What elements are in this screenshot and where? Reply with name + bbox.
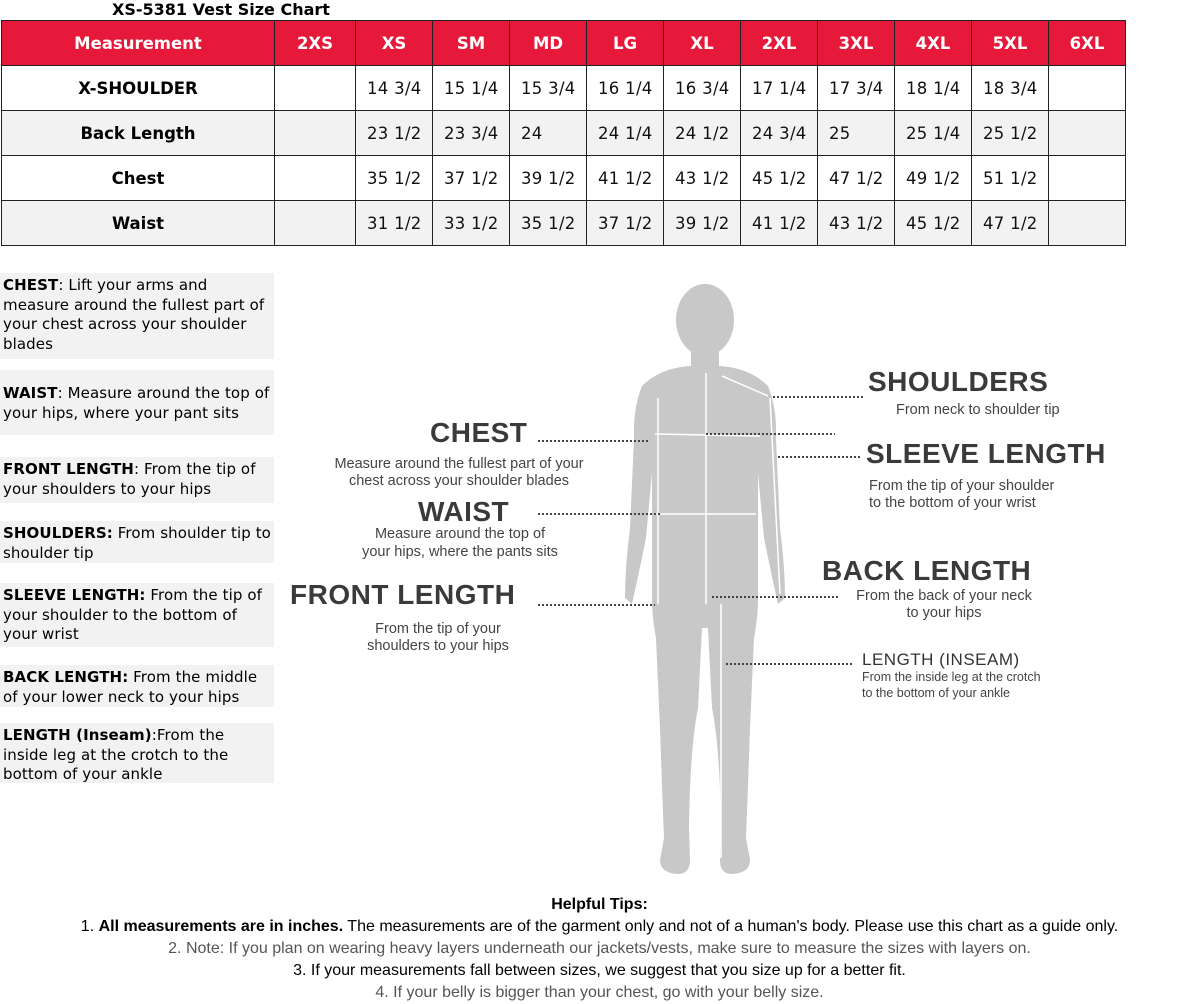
definition-term: WAIST xyxy=(3,384,58,402)
table-cell: 16 3/4 xyxy=(664,66,741,111)
table-cell: 49 1/2 xyxy=(895,156,972,201)
table-cell xyxy=(1049,111,1126,156)
table-cell: 51 1/2 xyxy=(972,156,1049,201)
table-cell: 41 1/2 xyxy=(741,201,818,246)
definition-term: SLEEVE LENGTH: xyxy=(3,586,146,604)
label-back-length-desc1: From the back of your neck xyxy=(856,588,1032,604)
tip-4: 4. If your belly is bigger than your chest, go with your belly size. xyxy=(375,984,824,1001)
table-cell: 24 3/4 xyxy=(741,111,818,156)
tip-1-rest: The measurements are of the garment only and not of a human's body. Please use this chart as a guide only. xyxy=(343,918,1119,935)
header-5xl: 5XL xyxy=(972,21,1049,66)
tip-1-prefix: 1. xyxy=(80,918,99,935)
table-row xyxy=(2,156,1126,201)
table-cell xyxy=(1049,66,1126,111)
tip-1-bold: All measurements are in inches. xyxy=(98,918,344,935)
table-cell: 33 1/2 xyxy=(433,201,510,246)
table-cell: 43 1/2 xyxy=(664,156,741,201)
table-cell: 17 3/4 xyxy=(818,66,895,111)
body-silhouette xyxy=(625,284,785,874)
label-inseam-title: LENGTH (INSEAM) xyxy=(862,650,1020,669)
table-cell: 25 1/4 xyxy=(895,111,972,156)
header-md: MD xyxy=(510,21,587,66)
table-header-row xyxy=(2,21,1126,66)
table-cell xyxy=(1049,201,1126,246)
table-cell xyxy=(1049,156,1126,201)
label-front-length-desc2: shoulders to your hips xyxy=(367,638,509,654)
definition-text: From the middle of your lower neck to your hips xyxy=(3,668,258,706)
definition-text: : Measure around the top of your hips, where your pant sits xyxy=(3,384,270,422)
tip-1 xyxy=(0,916,1199,938)
definition-term: LENGTH (Inseam) xyxy=(3,726,152,744)
header-measurement: Measurement xyxy=(2,21,275,66)
table-cell: 24 xyxy=(510,111,587,156)
table-cell: 16 1/4 xyxy=(587,66,664,111)
table-cell: 37 1/2 xyxy=(433,156,510,201)
table-cell: 41 1/2 xyxy=(587,156,664,201)
row-label: Back Length xyxy=(2,111,275,156)
label-sleeve-desc2: to the bottom of your wrist xyxy=(869,495,1036,511)
tip-2: 2. Note: If you plan on wearing heavy layers underneath our jackets/vests, make sure to measure the sizes with layers on. xyxy=(168,940,1031,957)
definition-term: BACK LENGTH: xyxy=(3,668,129,686)
definition-text: From the tip of your shoulder to the bottom of your wrist xyxy=(3,586,263,643)
header-3xl: 3XL xyxy=(818,21,895,66)
table-cell xyxy=(275,156,356,201)
label-inseam-desc1: From the inside leg at the crotch xyxy=(862,670,1041,684)
header-4xl: 4XL xyxy=(895,21,972,66)
table-cell: 25 1/2 xyxy=(972,111,1049,156)
row-label: Waist xyxy=(2,201,275,246)
table-cell: 18 3/4 xyxy=(972,66,1049,111)
table-cell: 45 1/2 xyxy=(741,156,818,201)
definition-term: FRONT LENGTH xyxy=(3,460,134,478)
label-waist-desc2: your hips, where the pants sits xyxy=(362,544,558,560)
table-cell: 17 1/4 xyxy=(741,66,818,111)
definition-shoulders xyxy=(0,521,274,563)
chart-title: XS-5381 Vest Size Chart xyxy=(112,0,330,19)
header-sm: SM xyxy=(433,21,510,66)
label-shoulders-desc: From neck to shoulder tip xyxy=(896,402,1060,418)
label-back-length-desc2: to your hips xyxy=(906,605,982,621)
definition-text: :From the inside leg at the crotch to the bottom of your ankle xyxy=(3,726,229,783)
definition-back-length xyxy=(0,665,274,707)
table-row xyxy=(2,201,1126,246)
header-xl: XL xyxy=(664,21,741,66)
definition-front-length xyxy=(0,457,274,503)
table-cell: 47 1/2 xyxy=(818,156,895,201)
definition-inseam xyxy=(0,723,274,783)
table-cell: 35 1/2 xyxy=(356,156,433,201)
body-silhouette-figure xyxy=(280,268,1180,888)
definition-text: : Lift your arms and measure around the fullest part of your chest across your shoulder blades xyxy=(3,276,265,353)
table-cell: 23 3/4 xyxy=(433,111,510,156)
definition-term: SHOULDERS: xyxy=(3,524,113,542)
label-waist-desc1: Measure around the top of xyxy=(374,526,546,542)
table-cell: 37 1/2 xyxy=(587,201,664,246)
label-sleeve-title: SLEEVE LENGTH xyxy=(866,438,1106,469)
table-cell xyxy=(275,201,356,246)
table-cell: 24 1/4 xyxy=(587,111,664,156)
label-sleeve-desc1: From the tip of your shoulder xyxy=(869,478,1055,494)
header-6xl: 6XL xyxy=(1049,21,1126,66)
label-chest-desc2: chest across your shoulder blades xyxy=(348,473,570,489)
label-front-length-desc1: From the tip of your xyxy=(375,621,501,637)
definition-text: From shoulder tip to shoulder tip xyxy=(3,524,271,562)
table-cell: 45 1/2 xyxy=(895,201,972,246)
header-xs: XS xyxy=(356,21,433,66)
header-lg: LG xyxy=(587,21,664,66)
definition-term: CHEST xyxy=(3,276,59,294)
table-row xyxy=(2,111,1126,156)
label-chest-desc1: Measure around the fullest part of your xyxy=(334,456,584,472)
header-2xl: 2XL xyxy=(741,21,818,66)
table-row xyxy=(2,66,1126,111)
label-waist-title: WAIST xyxy=(418,496,510,527)
label-chest-title: CHEST xyxy=(430,417,528,448)
definition-chest xyxy=(0,273,274,359)
table-cell xyxy=(275,111,356,156)
table-cell: 18 1/4 xyxy=(895,66,972,111)
table-cell: 15 3/4 xyxy=(510,66,587,111)
label-inseam-desc2: to the bottom of your ankle xyxy=(862,686,1011,700)
table-cell xyxy=(275,66,356,111)
tip-3: 3. If your measurements fall between sizes, we suggest that you size up for a better fit. xyxy=(293,962,906,979)
table-cell: 31 1/2 xyxy=(356,201,433,246)
table-cell: 47 1/2 xyxy=(972,201,1049,246)
row-label: X-SHOULDER xyxy=(2,66,275,111)
table-cell: 39 1/2 xyxy=(510,156,587,201)
helpful-tips xyxy=(0,894,1199,1004)
table-cell: 43 1/2 xyxy=(818,201,895,246)
table-cell: 39 1/2 xyxy=(664,201,741,246)
row-label: Chest xyxy=(2,156,275,201)
definition-text: : From the tip of your shoulders to your hips xyxy=(3,460,256,498)
definition-waist xyxy=(0,370,274,435)
label-back-length-title: BACK LENGTH xyxy=(822,555,1032,586)
table-cell: 24 1/2 xyxy=(664,111,741,156)
table-cell: 35 1/2 xyxy=(510,201,587,246)
definition-sleeve-length xyxy=(0,583,274,647)
table-cell: 23 1/2 xyxy=(356,111,433,156)
label-shoulders-title: SHOULDERS xyxy=(868,366,1049,397)
label-front-length-title: FRONT LENGTH xyxy=(290,579,516,610)
table-cell: 25 xyxy=(818,111,895,156)
table-cell: 15 1/4 xyxy=(433,66,510,111)
tips-heading: Helpful Tips: xyxy=(551,896,648,913)
table-cell: 14 3/4 xyxy=(356,66,433,111)
header-2xs: 2XS xyxy=(275,21,356,66)
size-table xyxy=(1,20,1126,246)
